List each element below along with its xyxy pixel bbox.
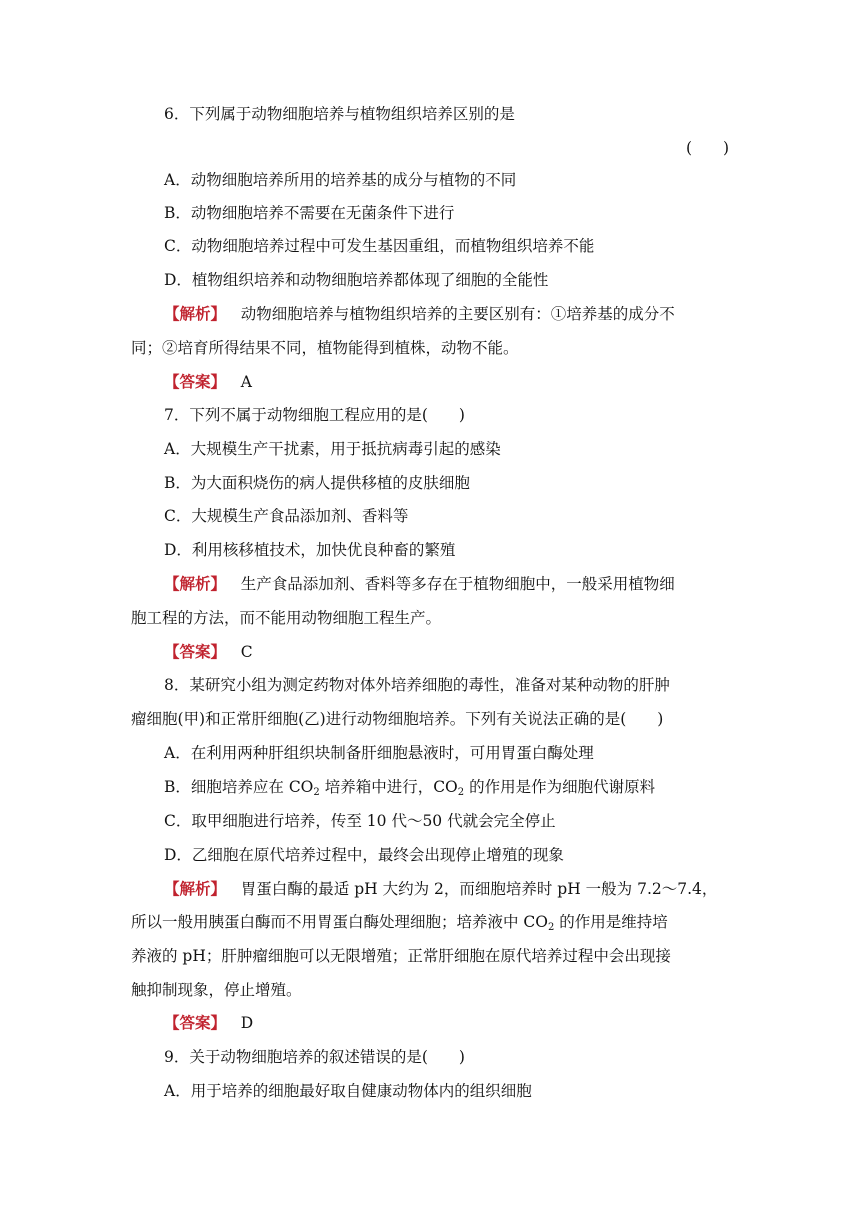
q8-analysis-line4: 触抑制现象，停止增殖。 — [131, 981, 302, 999]
q6-analysis-line2: 同；②培育所得结果不同，植物能得到植株，动物不能。 — [131, 339, 519, 357]
q6-stem: 6．下列属于动物细胞培养与植物组织培养区别的是 — [164, 105, 515, 123]
q8-analysis-text-2b: 的作用是维持培 — [554, 913, 668, 931]
analysis-tag: 【解析】 — [164, 575, 227, 593]
q7-stem: 7．下列不属于动物细胞工程应用的是( ) — [164, 406, 465, 424]
q8-analysis-line3: 养液的 pH；肝肿瘤细胞可以无限增殖；正常肝细胞在原代培养过程中会出现接 — [131, 947, 671, 965]
q6-option-b: B．动物细胞培养不需要在无菌条件下进行 — [164, 204, 455, 222]
q6-option-a: A．动物细胞培养所用的培养基的成分与植物的不同 — [164, 171, 517, 189]
q8-option-b-part1: B．细胞培养应在 CO — [164, 778, 314, 796]
analysis-tag: 【解析】 — [164, 305, 227, 323]
q6-answer-line — [164, 372, 252, 392]
q8-answer: D — [240, 1014, 254, 1032]
answer-tag: 【答案】 — [164, 1014, 227, 1032]
q8-option-d: D．乙细胞在原代培养过程中，最终会出现停止增殖的现象 — [164, 846, 564, 864]
subscript-2: 2 — [313, 787, 320, 798]
analysis-tag: 【解析】 — [164, 880, 227, 898]
q8-answer-line — [164, 1013, 253, 1033]
q7-answer-line — [164, 642, 253, 662]
answer-tag: 【答案】 — [164, 643, 227, 661]
q7-option-d: D．利用核移植技术，加快优良种畜的繁殖 — [164, 541, 456, 559]
q8-analysis-text-2a: 所以一般用胰蛋白酶而不用胃蛋白酶处理细胞；培养液中 CO — [131, 913, 548, 931]
q7-answer: C — [240, 643, 253, 661]
q8-option-a: A．在利用两种肝组织块制备肝细胞悬液时，可用胃蛋白酶处理 — [164, 744, 594, 762]
subscript-2: 2 — [548, 922, 555, 933]
q9-stem: 9．关于动物细胞培养的叙述错误的是( ) — [164, 1048, 465, 1066]
q6-option-c: C．动物细胞培养过程中可发生基因重组，而植物组织培养不能 — [164, 237, 595, 255]
q8-option-b-part3: 的作用是作为细胞代谢原料 — [464, 778, 656, 796]
q6-option-d: D．植物组织培养和动物细胞培养都体现了细胞的全能性 — [164, 271, 549, 289]
q8-option-c: C．取甲细胞进行培养，传至 10 代～50 代就会完全停止 — [164, 812, 556, 830]
q6-answer: A — [240, 373, 252, 391]
q7-analysis-line2: 胞工程的方法，而不能用动物细胞工程生产。 — [131, 609, 442, 627]
q9-option-a: A．用于培养的细胞最好取自健康动物体内的组织细胞 — [164, 1082, 532, 1100]
q7-analysis-text-1: 生产食品添加剂、香料等多存在于植物细胞中，一般采用植物细 — [240, 575, 675, 593]
q6-analysis-line1 — [164, 304, 675, 324]
q7-option-b: B．为大面积烧伤的病人提供移植的皮肤细胞 — [164, 474, 470, 492]
subscript-2: 2 — [457, 787, 465, 798]
q8-option-b — [164, 777, 655, 797]
answer-tag: 【答案】 — [164, 373, 227, 391]
q7-analysis-line1 — [164, 574, 675, 594]
q8-option-b-part2: 培养箱中进行，CO — [319, 778, 458, 796]
q8-stem-line2: 瘤细胞(甲)和正常肝细胞(乙)进行动物细胞培养。下列有关说法正确的是( ) — [131, 710, 664, 728]
q8-stem-line1: 8．某研究小组为测定药物对体外培养细胞的毒性，准备对某种动物的肝肿 — [164, 676, 670, 694]
q8-analysis-text-1: 胃蛋白酶的最适 pH 大约为 2，而细胞培养时 pH 一般为 7.2～7.4， — [240, 880, 718, 898]
q8-analysis-line2 — [131, 912, 668, 932]
q8-analysis-line1 — [164, 879, 717, 899]
q6-analysis-text-1: 动物细胞培养与植物组织培养的主要区别有：①培养基的成分不 — [240, 305, 675, 323]
q7-option-c: C．大规模生产食品添加剂、香料等 — [164, 507, 409, 525]
q6-answer-paren: ( ) — [686, 139, 730, 157]
q7-option-a: A．大规模生产干扰素，用于抵抗病毒引起的感染 — [164, 440, 501, 458]
